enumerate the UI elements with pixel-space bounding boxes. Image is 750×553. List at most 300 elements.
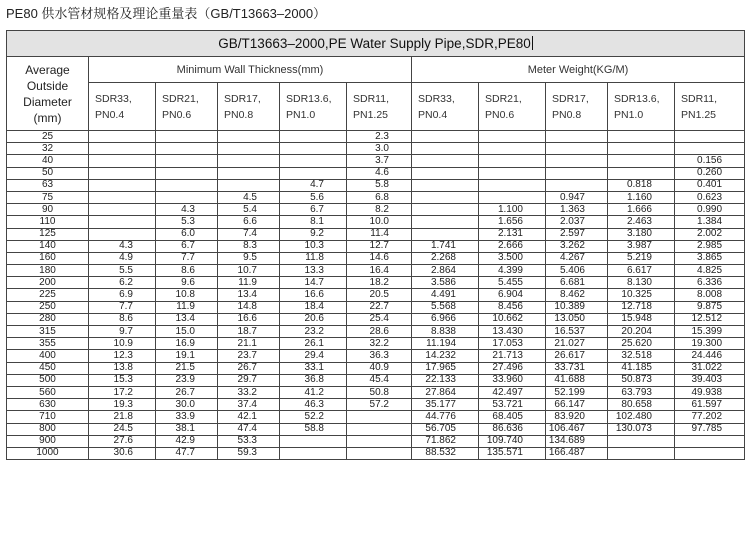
meter-weight-cell (412, 216, 479, 228)
table-row (7, 423, 745, 435)
wall-thickness-cell (156, 167, 218, 179)
meter-weight-cell: 63.793 (608, 386, 675, 398)
meter-weight-cell: 3.865 (675, 252, 745, 264)
wall-thickness-cell: 18.4 (280, 301, 347, 313)
meter-weight-cell: 2.864 (412, 265, 479, 277)
meter-weight-cell: 4.825 (675, 265, 745, 277)
pn-label: PN0.8 (552, 108, 582, 121)
meter-weight-cell (546, 131, 608, 143)
table-row (7, 386, 745, 398)
meter-weight-cell: 2.002 (675, 228, 745, 240)
meter-weight-cell (546, 167, 608, 179)
table-row (7, 252, 745, 264)
diameter-cell: 180 (7, 265, 89, 277)
meter-weight-cell: 11.194 (412, 338, 479, 350)
meter-weight-cell: 3.500 (479, 252, 546, 264)
table-body (7, 131, 745, 460)
wall-thickness-cell: 9.7 (89, 326, 156, 338)
meter-weight-cell: 6.681 (546, 277, 608, 289)
meter-weight-cell: 97.785 (675, 423, 745, 435)
meter-weight-cell: 80.658 (608, 399, 675, 411)
pn-label: PN1.0 (614, 108, 644, 121)
wall-thickness-cell: 10.0 (347, 216, 412, 228)
meter-weight-cell: 86.636 (479, 423, 546, 435)
meter-weight-cell: 2.666 (479, 240, 546, 252)
wall-thickness-group-header: Minimum Wall Thickness(mm) (89, 57, 412, 83)
meter-weight-cell: 3.987 (608, 240, 675, 252)
meter-weight-cell: 10.389 (546, 301, 608, 313)
sdr-label: SDR13.6, (286, 92, 332, 105)
diameter-cell: 800 (7, 423, 89, 435)
wall-thickness-cell: 46.3 (280, 399, 347, 411)
wall-thickness-cell (347, 447, 412, 459)
meter-weight-cell: 8.130 (608, 277, 675, 289)
pn-label: PN0.4 (95, 108, 125, 121)
wall-thickness-cell: 5.8 (347, 179, 412, 191)
diameter-cell: 1000 (7, 447, 89, 459)
meter-weight-cell (412, 143, 479, 155)
table-row (7, 265, 745, 277)
meter-weight-cell (412, 228, 479, 240)
weight-sdr-header (479, 83, 546, 131)
wall-thickness-cell: 30.0 (156, 399, 218, 411)
meter-weight-cell: 1.100 (479, 204, 546, 216)
wall-thickness-cell: 15.3 (89, 374, 156, 386)
meter-weight-cell (675, 131, 745, 143)
wall-thickness-cell: 11.8 (280, 252, 347, 264)
meter-weight-cell (546, 155, 608, 167)
diameter-cell: 200 (7, 277, 89, 289)
meter-weight-cell: 77.202 (675, 411, 745, 423)
weight-sdr-header (675, 83, 745, 131)
table-row (7, 143, 745, 155)
wall-thickness-cell: 8.6 (156, 265, 218, 277)
meter-weight-cell: 83.920 (546, 411, 608, 423)
meter-weight-cell: 5.455 (479, 277, 546, 289)
wall-thickness-cell: 10.8 (156, 289, 218, 301)
weight-sdr-header (412, 83, 479, 131)
wall-thickness-cell: 5.5 (89, 265, 156, 277)
sdr-label: SDR21, (485, 92, 522, 105)
wall-thickness-cell (89, 155, 156, 167)
sdr-label: SDR33, (95, 92, 132, 105)
wall-thickness-cell: 3.0 (347, 143, 412, 155)
wall-thickness-cell (89, 191, 156, 203)
wall-thickness-cell: 57.2 (347, 399, 412, 411)
meter-weight-cell: 61.597 (675, 399, 745, 411)
sdr-label: SDR21, (162, 92, 199, 105)
wall-thickness-cell: 6.6 (218, 216, 280, 228)
meter-weight-cell (479, 167, 546, 179)
meter-weight-cell: 102.480 (608, 411, 675, 423)
wall-thickness-cell: 29.4 (280, 350, 347, 362)
meter-weight-cell: 41.688 (546, 374, 608, 386)
table-title: GB/T13663–2000,PE Water Supply Pipe,SDR,PE80 (218, 36, 531, 51)
wall-thickness-cell (89, 167, 156, 179)
diameter-cell: 75 (7, 191, 89, 203)
wall-thickness-cell: 11.9 (218, 277, 280, 289)
wall-thickness-cell: 5.3 (156, 216, 218, 228)
meter-weight-cell: 6.617 (608, 265, 675, 277)
meter-weight-cell: 0.260 (675, 167, 745, 179)
meter-weight-cell: 41.185 (608, 362, 675, 374)
wall-thickness-cell: 17.2 (89, 386, 156, 398)
meter-weight-cell: 0.623 (675, 191, 745, 203)
meter-weight-cell: 166.487 (546, 447, 608, 459)
diameter-cell: 110 (7, 216, 89, 228)
table-row (7, 167, 745, 179)
meter-weight-cell (608, 143, 675, 155)
diameter-cell: 400 (7, 350, 89, 362)
table-title-cell[interactable] (7, 31, 745, 57)
wall-thickness-cell: 23.9 (156, 374, 218, 386)
meter-weight-cell: 106.467 (546, 423, 608, 435)
meter-weight-cell: 20.204 (608, 326, 675, 338)
wall-thickness-cell: 19.3 (89, 399, 156, 411)
meter-weight-cell: 8.462 (546, 289, 608, 301)
wall-thickness-cell: 21.5 (156, 362, 218, 374)
meter-weight-cell: 9.875 (675, 301, 745, 313)
wall-thickness-cell: 10.9 (89, 338, 156, 350)
diameter-cell: 225 (7, 289, 89, 301)
table-row (7, 435, 745, 447)
meter-weight-cell: 15.948 (608, 313, 675, 325)
wall-thickness-cell: 14.7 (280, 277, 347, 289)
wall-thickness-cell: 9.6 (156, 277, 218, 289)
meter-weight-group-header: Meter Weight(KG/M) (412, 57, 745, 83)
meter-weight-cell: 134.689 (546, 435, 608, 447)
table-row (7, 326, 745, 338)
diameter-cell: 90 (7, 204, 89, 216)
meter-weight-cell: 10.662 (479, 313, 546, 325)
meter-weight-cell: 44.776 (412, 411, 479, 423)
meter-weight-cell: 22.133 (412, 374, 479, 386)
wall-thickness-cell: 22.7 (347, 301, 412, 313)
wall-thickness-cell: 6.2 (89, 277, 156, 289)
wall-thickness-cell: 4.3 (156, 204, 218, 216)
wall-thickness-cell: 36.3 (347, 350, 412, 362)
meter-weight-cell: 33.960 (479, 374, 546, 386)
wall-thickness-cell: 20.5 (347, 289, 412, 301)
wall-thickness-cell: 47.7 (156, 447, 218, 459)
meter-weight-cell: 4.399 (479, 265, 546, 277)
wall-thickness-cell: 14.8 (218, 301, 280, 313)
wall-thickness-cell: 8.6 (89, 313, 156, 325)
table-row (7, 338, 745, 350)
meter-weight-cell: 31.022 (675, 362, 745, 374)
wall-thickness-cell (89, 216, 156, 228)
meter-weight-cell: 56.705 (412, 423, 479, 435)
meter-weight-cell: 13.430 (479, 326, 546, 338)
sdr-label: SDR13.6, (614, 92, 660, 105)
meter-weight-cell: 1.160 (608, 191, 675, 203)
wall-thickness-cell: 28.6 (347, 326, 412, 338)
wall-thickness-cell: 52.2 (280, 411, 347, 423)
wall-thickness-cell: 4.9 (89, 252, 156, 264)
meter-weight-cell: 2.463 (608, 216, 675, 228)
wall-thickness-cell (218, 179, 280, 191)
wall-thickness-cell (280, 155, 347, 167)
pn-label: PN0.8 (224, 108, 254, 121)
meter-weight-cell: 2.037 (546, 216, 608, 228)
diameter-cell: 315 (7, 326, 89, 338)
wall-thickness-cell: 27.6 (89, 435, 156, 447)
wall-thickness-cell: 26.1 (280, 338, 347, 350)
wall-thickness-cell (156, 155, 218, 167)
wall-thickness-cell: 10.3 (280, 240, 347, 252)
meter-weight-cell (412, 191, 479, 203)
pn-label: PN0.4 (418, 108, 448, 121)
weight-sdr-header (546, 83, 608, 131)
meter-weight-cell: 12.718 (608, 301, 675, 313)
wall-thickness-cell: 2.3 (347, 131, 412, 143)
meter-weight-cell: 66.147 (546, 399, 608, 411)
diameter-header-line: (mm) (33, 110, 62, 125)
wall-thickness-cell: 32.2 (347, 338, 412, 350)
diameter-header-line: Average (25, 62, 70, 77)
meter-weight-cell: 42.497 (479, 386, 546, 398)
meter-weight-cell: 39.403 (675, 374, 745, 386)
meter-weight-cell (608, 167, 675, 179)
meter-weight-cell: 52.199 (546, 386, 608, 398)
meter-weight-cell: 24.446 (675, 350, 745, 362)
diameter-cell: 125 (7, 228, 89, 240)
diameter-header (7, 57, 89, 131)
wall-thickness-cell: 21.1 (218, 338, 280, 350)
wall-thickness-cell: 7.7 (156, 252, 218, 264)
wall-thickness-cell: 7.4 (218, 228, 280, 240)
table-row (7, 155, 745, 167)
wall-thickness-cell: 13.8 (89, 362, 156, 374)
meter-weight-cell: 0.990 (675, 204, 745, 216)
table-row (7, 374, 745, 386)
table-row (7, 313, 745, 325)
diameter-cell: 32 (7, 143, 89, 155)
meter-weight-cell (675, 143, 745, 155)
wall-thickness-cell (89, 131, 156, 143)
meter-weight-cell: 2.131 (479, 228, 546, 240)
table-row (7, 204, 745, 216)
meter-weight-cell: 21.027 (546, 338, 608, 350)
meter-weight-cell: 10.325 (608, 289, 675, 301)
sdr-label: SDR11, (353, 92, 389, 105)
meter-weight-cell: 13.050 (546, 313, 608, 325)
wall-thickness-cell (156, 143, 218, 155)
wall-thickness-cell: 53.3 (218, 435, 280, 447)
wall-thickness-cell: 25.4 (347, 313, 412, 325)
wall-thickness-cell (218, 131, 280, 143)
wall-thickness-cell: 24.5 (89, 423, 156, 435)
wall-sdr-header (218, 83, 280, 131)
text-cursor (532, 36, 533, 50)
wall-thickness-cell (89, 204, 156, 216)
wall-thickness-cell: 15.0 (156, 326, 218, 338)
page-title: PE80 供水管材规格及理论重量表（GB/T13663–2000） (6, 6, 327, 21)
wall-thickness-cell (218, 143, 280, 155)
meter-weight-cell: 50.873 (608, 374, 675, 386)
wall-thickness-cell: 5.4 (218, 204, 280, 216)
meter-weight-cell (608, 155, 675, 167)
table-row (7, 277, 745, 289)
table-row (7, 191, 745, 203)
meter-weight-cell: 0.818 (608, 179, 675, 191)
wall-thickness-cell (89, 179, 156, 191)
wall-thickness-cell: 16.6 (280, 289, 347, 301)
meter-weight-cell (412, 155, 479, 167)
pn-label: PN1.0 (286, 108, 316, 121)
meter-weight-cell: 1.384 (675, 216, 745, 228)
meter-weight-cell: 2.597 (546, 228, 608, 240)
meter-weight-cell (412, 131, 479, 143)
wall-thickness-cell (89, 228, 156, 240)
sdr-label: SDR33, (418, 92, 455, 105)
wall-sdr-header (89, 83, 156, 131)
diameter-cell: 280 (7, 313, 89, 325)
meter-weight-cell (675, 435, 745, 447)
meter-weight-cell: 0.401 (675, 179, 745, 191)
meter-weight-cell: 2.985 (675, 240, 745, 252)
wall-thickness-cell: 26.7 (156, 386, 218, 398)
diameter-cell: 140 (7, 240, 89, 252)
diameter-cell: 50 (7, 167, 89, 179)
diameter-cell: 710 (7, 411, 89, 423)
meter-weight-cell: 3.262 (546, 240, 608, 252)
diameter-header-line: Diameter (23, 94, 72, 109)
pipe-spec-table (6, 30, 745, 460)
wall-thickness-cell: 16.4 (347, 265, 412, 277)
wall-thickness-cell (156, 179, 218, 191)
diameter-cell: 63 (7, 179, 89, 191)
meter-weight-cell: 68.405 (479, 411, 546, 423)
meter-weight-cell: 8.456 (479, 301, 546, 313)
wall-thickness-cell: 12.3 (89, 350, 156, 362)
meter-weight-cell (479, 191, 546, 203)
meter-weight-cell: 1.363 (546, 204, 608, 216)
meter-weight-cell: 26.617 (546, 350, 608, 362)
table-row (7, 216, 745, 228)
pn-label: PN0.6 (485, 108, 515, 121)
meter-weight-cell: 6.966 (412, 313, 479, 325)
meter-weight-cell: 21.713 (479, 350, 546, 362)
meter-weight-cell: 8.008 (675, 289, 745, 301)
table-row (7, 179, 745, 191)
wall-thickness-cell: 20.6 (280, 313, 347, 325)
meter-weight-cell: 35.177 (412, 399, 479, 411)
wall-thickness-cell: 4.7 (280, 179, 347, 191)
wall-thickness-cell: 6.8 (347, 191, 412, 203)
diameter-cell: 560 (7, 386, 89, 398)
wall-thickness-cell: 19.1 (156, 350, 218, 362)
meter-weight-cell: 16.537 (546, 326, 608, 338)
wall-thickness-cell: 23.2 (280, 326, 347, 338)
meter-weight-cell: 6.904 (479, 289, 546, 301)
diameter-cell: 40 (7, 155, 89, 167)
wall-thickness-cell: 50.8 (347, 386, 412, 398)
table-row (7, 240, 745, 252)
table-row (7, 301, 745, 313)
wall-thickness-cell: 37.4 (218, 399, 280, 411)
meter-weight-cell: 19.300 (675, 338, 745, 350)
wall-thickness-cell: 9.5 (218, 252, 280, 264)
meter-weight-cell: 49.938 (675, 386, 745, 398)
wall-thickness-cell: 23.7 (218, 350, 280, 362)
meter-weight-cell (608, 447, 675, 459)
wall-thickness-cell (156, 191, 218, 203)
wall-thickness-cell: 33.9 (156, 411, 218, 423)
weight-sdr-header (608, 83, 675, 131)
meter-weight-cell (479, 131, 546, 143)
wall-sdr-header (347, 83, 412, 131)
wall-thickness-cell: 9.2 (280, 228, 347, 240)
meter-weight-cell: 4.267 (546, 252, 608, 264)
wall-thickness-cell: 47.4 (218, 423, 280, 435)
table-row (7, 362, 745, 374)
meter-weight-cell: 135.571 (479, 447, 546, 459)
diameter-header-line: Outside (26, 78, 69, 93)
meter-weight-cell: 71.862 (412, 435, 479, 447)
wall-thickness-cell: 5.6 (280, 191, 347, 203)
wall-thickness-cell (218, 155, 280, 167)
meter-weight-cell: 8.838 (412, 326, 479, 338)
sdr-label: SDR17, (224, 92, 261, 105)
wall-thickness-cell: 16.9 (156, 338, 218, 350)
wall-sdr-header (156, 83, 218, 131)
wall-thickness-cell: 36.8 (280, 374, 347, 386)
wall-thickness-cell (347, 411, 412, 423)
meter-weight-cell: 25.620 (608, 338, 675, 350)
wall-thickness-cell: 18.7 (218, 326, 280, 338)
meter-weight-cell: 17.965 (412, 362, 479, 374)
meter-weight-cell: 0.156 (675, 155, 745, 167)
wall-thickness-cell (280, 435, 347, 447)
meter-weight-cell: 109.740 (479, 435, 546, 447)
diameter-cell: 25 (7, 131, 89, 143)
sdr-label: SDR17, (552, 92, 589, 105)
meter-weight-cell: 27.864 (412, 386, 479, 398)
diameter-cell: 900 (7, 435, 89, 447)
wall-thickness-cell: 33.1 (280, 362, 347, 374)
diameter-cell: 450 (7, 362, 89, 374)
table-row (7, 411, 745, 423)
wall-thickness-cell: 13.4 (156, 313, 218, 325)
meter-weight-cell: 17.053 (479, 338, 546, 350)
meter-weight-cell: 3.586 (412, 277, 479, 289)
wall-thickness-cell (347, 435, 412, 447)
meter-weight-cell: 3.180 (608, 228, 675, 240)
table-row (7, 228, 745, 240)
meter-weight-cell: 130.073 (608, 423, 675, 435)
meter-weight-cell (412, 167, 479, 179)
wall-thickness-cell: 4.5 (218, 191, 280, 203)
wall-sdr-header (280, 83, 347, 131)
wall-thickness-cell: 13.4 (218, 289, 280, 301)
wall-thickness-cell: 10.7 (218, 265, 280, 277)
wall-thickness-cell: 33.2 (218, 386, 280, 398)
wall-thickness-cell (347, 423, 412, 435)
meter-weight-cell: 1.666 (608, 204, 675, 216)
wall-thickness-cell: 42.1 (218, 411, 280, 423)
meter-weight-cell: 6.336 (675, 277, 745, 289)
meter-weight-cell (608, 435, 675, 447)
meter-weight-cell (412, 204, 479, 216)
sdr-label: SDR11, (681, 92, 717, 105)
wall-thickness-cell: 6.7 (156, 240, 218, 252)
wall-thickness-cell: 7.7 (89, 301, 156, 313)
wall-thickness-cell: 6.0 (156, 228, 218, 240)
wall-thickness-cell: 6.9 (89, 289, 156, 301)
wall-thickness-cell: 40.9 (347, 362, 412, 374)
wall-thickness-cell: 8.3 (218, 240, 280, 252)
